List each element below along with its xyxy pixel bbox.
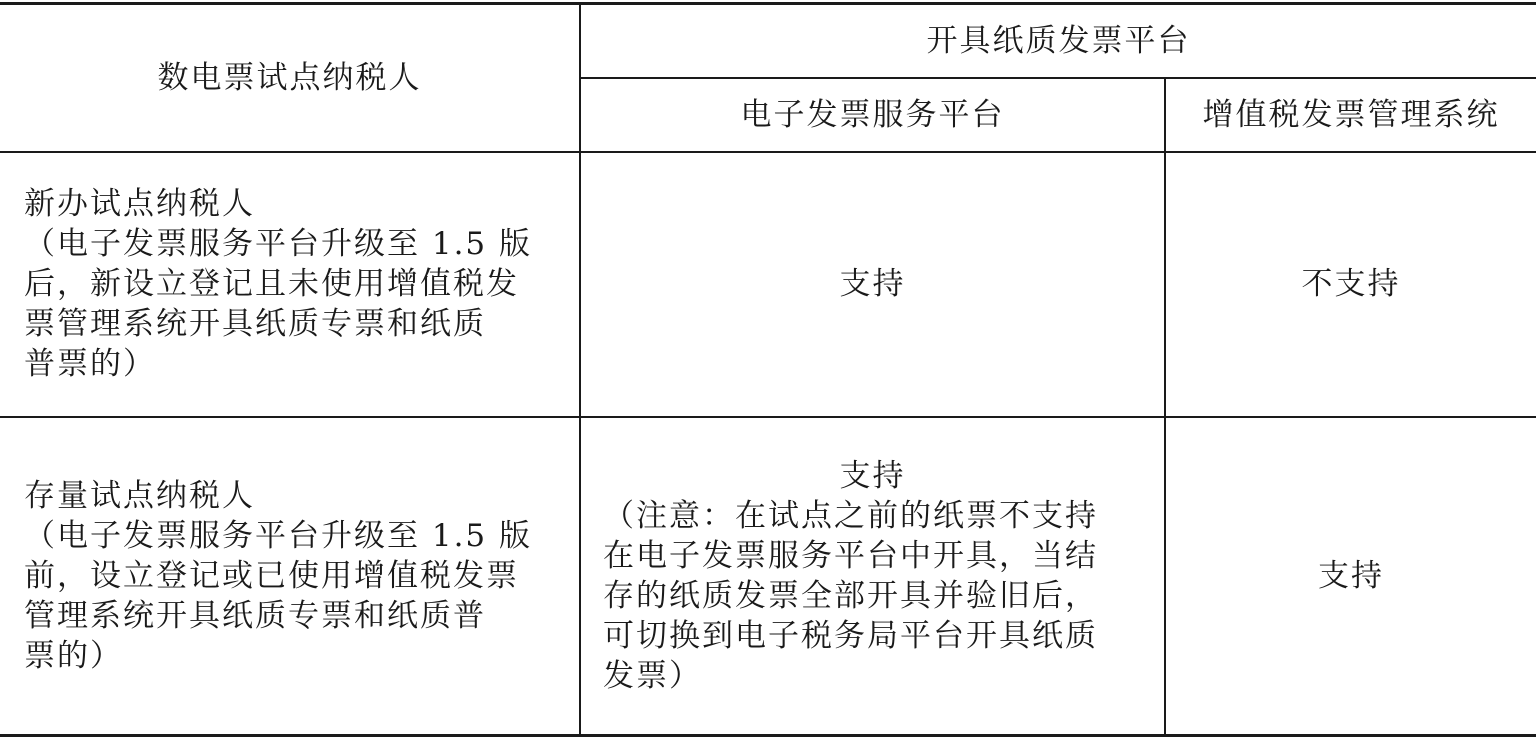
header-group-title: 开具纸质发票平台 [926,22,1191,59]
existing-pilot-platform-b-value: 支持 [1318,557,1384,594]
existing-pilot-note-line: 可切换到电子税务局平台开具纸质 [603,617,1098,654]
existing-pilot-title: 存量试点纳税人 [24,477,255,514]
existing-pilot-desc-line: （电子发票服务平台升级至 1.5 版 [24,517,533,554]
invoice-platform-table [0,2,1536,737]
new-pilot-platform-b-value: 不支持 [1301,266,1401,302]
existing-pilot-platform-b-cell [1165,417,1536,736]
header-taxpayer-cell [0,4,580,152]
existing-pilot-note-line: 发票） [603,657,702,694]
table-row-existing-pilot [0,417,1536,736]
new-pilot-platform-a-cell [580,152,1165,417]
new-pilot-desc-line: （电子发票服务平台升级至 1.5 版 [24,226,533,262]
new-pilot-platform-a-value: 支持 [839,266,906,302]
table-row-new-pilot [0,152,1536,417]
header-platform-a-cell [580,78,1165,152]
existing-pilot-platform-a-cell [580,417,1165,736]
existing-pilot-note-line: （注意：在试点之前的纸票不支持 [603,497,1098,534]
new-pilot-title: 新办试点纳税人 [24,186,255,222]
header-platform-a-label: 电子发票服务平台 [740,96,1005,133]
new-pilot-desc-line: 后，新设立登记且未使用增值税发 [24,266,519,302]
existing-pilot-desc-line: 管理系统开具纸质专票和纸质普 [24,597,486,634]
existing-pilot-taxpayer-cell [0,417,580,736]
header-platform-b-cell [1165,78,1536,152]
existing-pilot-desc-line: 票的） [24,637,123,674]
new-pilot-desc-line: 票管理系统开具纸质专票和纸质 [24,306,486,342]
new-pilot-desc-line: 普票的） [24,346,156,382]
header-group-cell [580,4,1536,78]
existing-pilot-note-line: 存的纸质发票全部开具并验旧后， [603,577,1098,614]
existing-pilot-platform-a-value: 支持 [839,457,906,494]
new-pilot-platform-b-cell [1165,152,1536,417]
header-row-1 [0,4,1536,78]
header-taxpayer-label: 数电票试点纳税人 [157,59,422,96]
header-platform-b-label: 增值税发票管理系统 [1202,96,1500,133]
new-pilot-taxpayer-cell [0,152,580,417]
existing-pilot-note-line: 在电子发票服务平台中开具，当结 [603,537,1098,574]
existing-pilot-desc-line: 前，设立登记或已使用增值税发票 [24,557,519,594]
